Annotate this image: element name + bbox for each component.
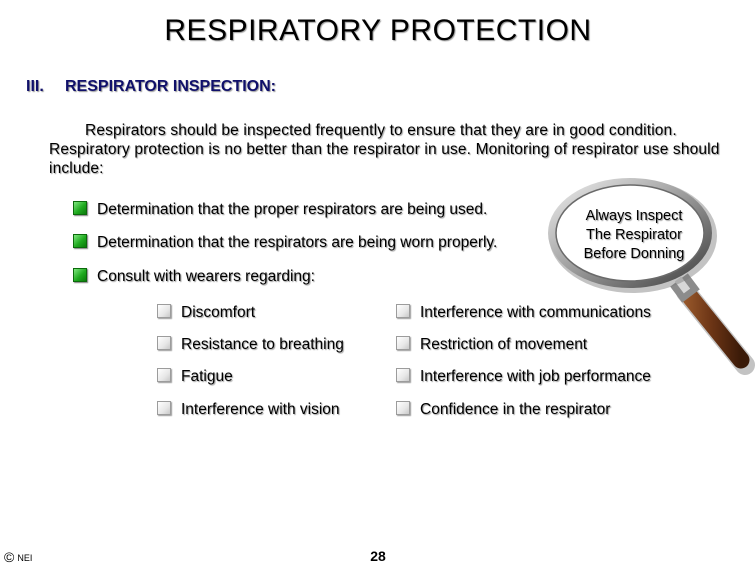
green-square-bullet-icon [73,201,87,215]
magnifying-glass-icon [545,175,755,380]
consult-item-text: Interference with vision [181,401,340,418]
page-title: RESPIRATORY PROTECTION [164,14,592,47]
gray-square-bullet-icon [396,304,410,318]
consult-item-text: Confidence in the respirator [420,401,611,418]
callout-line: Before Donning [583,246,685,262]
section-number: III. [26,78,44,95]
bullet-item [73,201,487,219]
gray-square-bullet-icon [157,401,171,415]
bullet-item [73,234,497,252]
bullet-text: Consult with wearers regarding: [97,268,315,285]
consult-item-text: Discomfort [181,304,256,321]
copyright-symbol: © [4,549,15,565]
consult-item [157,304,255,322]
consult-item-text: Interference with job performance [420,368,651,385]
gray-square-bullet-icon [396,336,410,350]
consult-item [157,336,344,354]
gray-square-bullet-icon [157,368,171,382]
bullet-text: Determination that the proper respirators are being used. [97,201,488,218]
green-square-bullet-icon [73,268,87,282]
consult-item-text: Interference with communications [420,304,651,321]
consult-item [396,401,610,419]
bullet-text: Determination that the respirators are being worn properly. [97,234,498,251]
callout-line: Always Inspect [585,208,683,224]
consult-item-text: Fatigue [181,368,233,385]
callout-line: The Respirator [586,227,682,243]
section-heading: RESPIRATOR INSPECTION: [65,78,276,95]
gray-square-bullet-icon [396,401,410,415]
green-square-bullet-icon [73,234,87,248]
gray-square-bullet-icon [396,368,410,382]
organization-label: NEI [17,553,33,563]
gray-square-bullet-icon [157,336,171,350]
consult-item-text: Restriction of movement [420,336,588,353]
consult-item [157,401,340,419]
bullet-item [73,268,315,286]
page-number: 28 [370,548,386,564]
gray-square-bullet-icon [157,304,171,318]
intro-paragraph: Respirators should be inspected frequently to ensure that they are in good condition. Respiratory protection is no better than the respirator in use. Monitoring of respirator use should include: [49,122,720,177]
consult-item [157,368,233,386]
consult-item-text: Resistance to breathing [181,336,344,353]
